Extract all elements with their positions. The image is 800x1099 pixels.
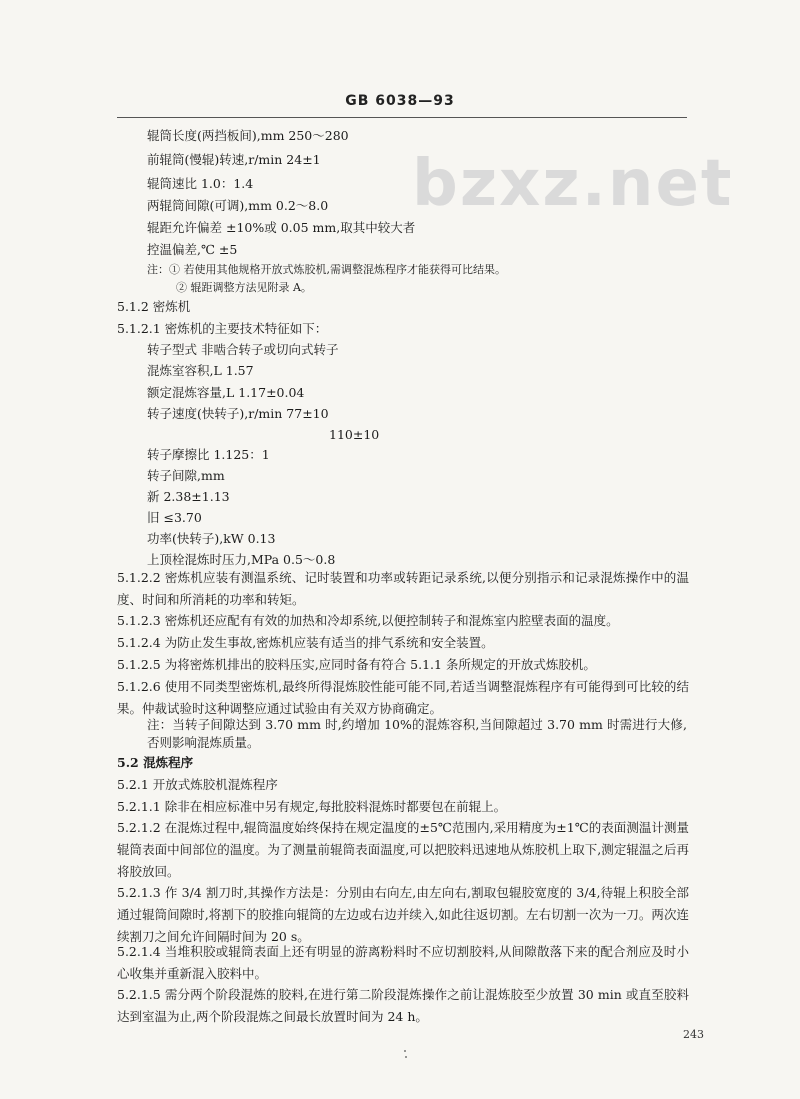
spec-rotor-type: 转子型式 非啮合转子或切向式转子	[147, 342, 339, 357]
standard-header: GB 6038—93	[345, 93, 455, 109]
clause-5-1-2-6: 5.1.2.6 使用不同类型密炼机,最终所得混炼胶性能可能不同,若适当调整混炼程序有可能得到可比较的结果。仲裁试验时这种调整应通过试验由有关双方协商确定。	[117, 679, 689, 716]
spec-rotor-clearance: 转子间隙,mm	[147, 468, 225, 483]
spec-rated-capacity: 额定混炼容量,L 1.17±0.04	[147, 385, 305, 400]
note-1: 注：① 若使用其他规格开放式炼胶机,需调整混炼程序才能获得可比结果。	[147, 263, 506, 276]
spec-power: 功率(快转子),kW 0.13	[147, 531, 276, 546]
page-number: 243	[683, 1028, 704, 1041]
clause-5-2-1: 5.2.1 开放式炼胶机混炼程序	[117, 777, 278, 792]
clause-5-2-1-5: 5.2.1.5 需分两个阶段混炼的胶料,在进行第二阶段混炼操作之前让混炼胶至少放置 30 min 或直至胶料达到室温为止,两个阶段混炼之间最长放置时间为 24 h。	[117, 987, 689, 1024]
spec-roll-gap: 两辊筒间隙(可调),mm 0.2～8.0	[147, 198, 329, 213]
note-2: ② 辊距调整方法见附录 A。	[176, 281, 312, 294]
spec-roll-length: 辊筒长度(两挡板间),mm 250～280	[147, 128, 349, 143]
scan-speck	[404, 1050, 406, 1052]
clause-5-1-2-2: 5.1.2.2 密炼机应装有测温系统、记时装置和功率或转距记录系统,以便分别指示和记录混炼操作中的温度、时间和所消耗的功率和转矩。	[117, 570, 689, 607]
heading-5-2: 5.2 混炼程序	[117, 755, 194, 770]
note-3: 注：当转子间隙达到 3.70 mm 时,约增加 10%的混炼容积,当间隙超过 3.70 mm 时需进行大修,否则影响混炼质量。	[147, 717, 687, 750]
clause-5-1-2-3: 5.1.2.3 密炼机还应配有有效的加热和冷却系统,以便控制转子和混炼室内腔壁表面的温度。	[117, 613, 619, 628]
spec-ram-pressure: 上顶栓混炼时压力,MPa 0.5～0.8	[147, 552, 336, 567]
spec-temp-deviation: 控温偏差,℃ ±5	[147, 242, 238, 257]
clause-5-2-1-3: 5.2.1.3 作 3/4 割刀时,其操作方法是：分别由右向左,由左向右,割取包辊胶宽度的 3/4,待辊上积胶全部通过辊筒间隙时,将割下的胶推向辊筒的左边或右边并续入,如此往返切割。左右切割一次为一刀。两次连续割刀之间允许间隔时间为 20 s。	[117, 885, 689, 944]
clause-5-1-2-5: 5.1.2.5 为将密炼机排出的胶料压实,应同时备有符合 5.1.1 条所规定的开放式炼胶机。	[117, 657, 596, 672]
scan-speck	[405, 1056, 407, 1058]
watermark: bzxz.net	[412, 147, 734, 221]
heading-5-1-2: 5.1.2 密炼机	[117, 299, 191, 314]
spec-gap-tolerance: 辊距允许偏差 ±10%或 0.05 mm,取其中较大者	[147, 220, 416, 235]
clause-5-2-1-4: 5.2.1.4 当堆积胶或辊筒表面上还有明显的游离粉料时不应切割胶料,从间隙散落下来的配合剂应及时小心收集并重新混入胶料中。	[117, 944, 689, 981]
clause-5-1-2-4: 5.1.2.4 为防止发生事故,密炼机应装有适当的排气系统和安全装置。	[117, 635, 494, 650]
spec-rotor-speed: 转子速度(快转子),r/min 77±10	[147, 406, 329, 421]
clause-5-2-1-1: 5.2.1.1 除非在相应标准中另有规定,每批胶料混炼时都要包在前辊上。	[117, 799, 507, 814]
spec-clearance-old: 旧 ≤3.70	[147, 510, 202, 525]
spec-friction-ratio: 转子摩擦比 1.125：1	[147, 447, 270, 462]
spec-rotor-speed-alt: 110±10	[329, 427, 380, 442]
spec-front-roll-speed: 前辊筒(慢辊)转速,r/min 24±1	[147, 152, 321, 167]
clause-5-2-1-2: 5.2.1.2 在混炼过程中,辊筒温度始终保持在规定温度的±5℃范围内,采用精度为±1℃的表面测温计测量辊筒表面中间部位的温度。为了测量前辊筒表面温度,可以把胶料迅速地从炼胶机上取下,测定辊温之后再将胶放回。	[117, 820, 689, 879]
header-rule	[117, 117, 687, 118]
spec-clearance-new: 新 2.38±1.13	[147, 489, 230, 504]
spec-chamber-volume: 混炼室容积,L 1.57	[147, 363, 254, 378]
clause-5-1-2-1: 5.1.2.1 密炼机的主要技术特征如下：	[117, 321, 328, 336]
spec-roll-speed-ratio: 辊筒速比 1.0：1.4	[147, 176, 254, 191]
